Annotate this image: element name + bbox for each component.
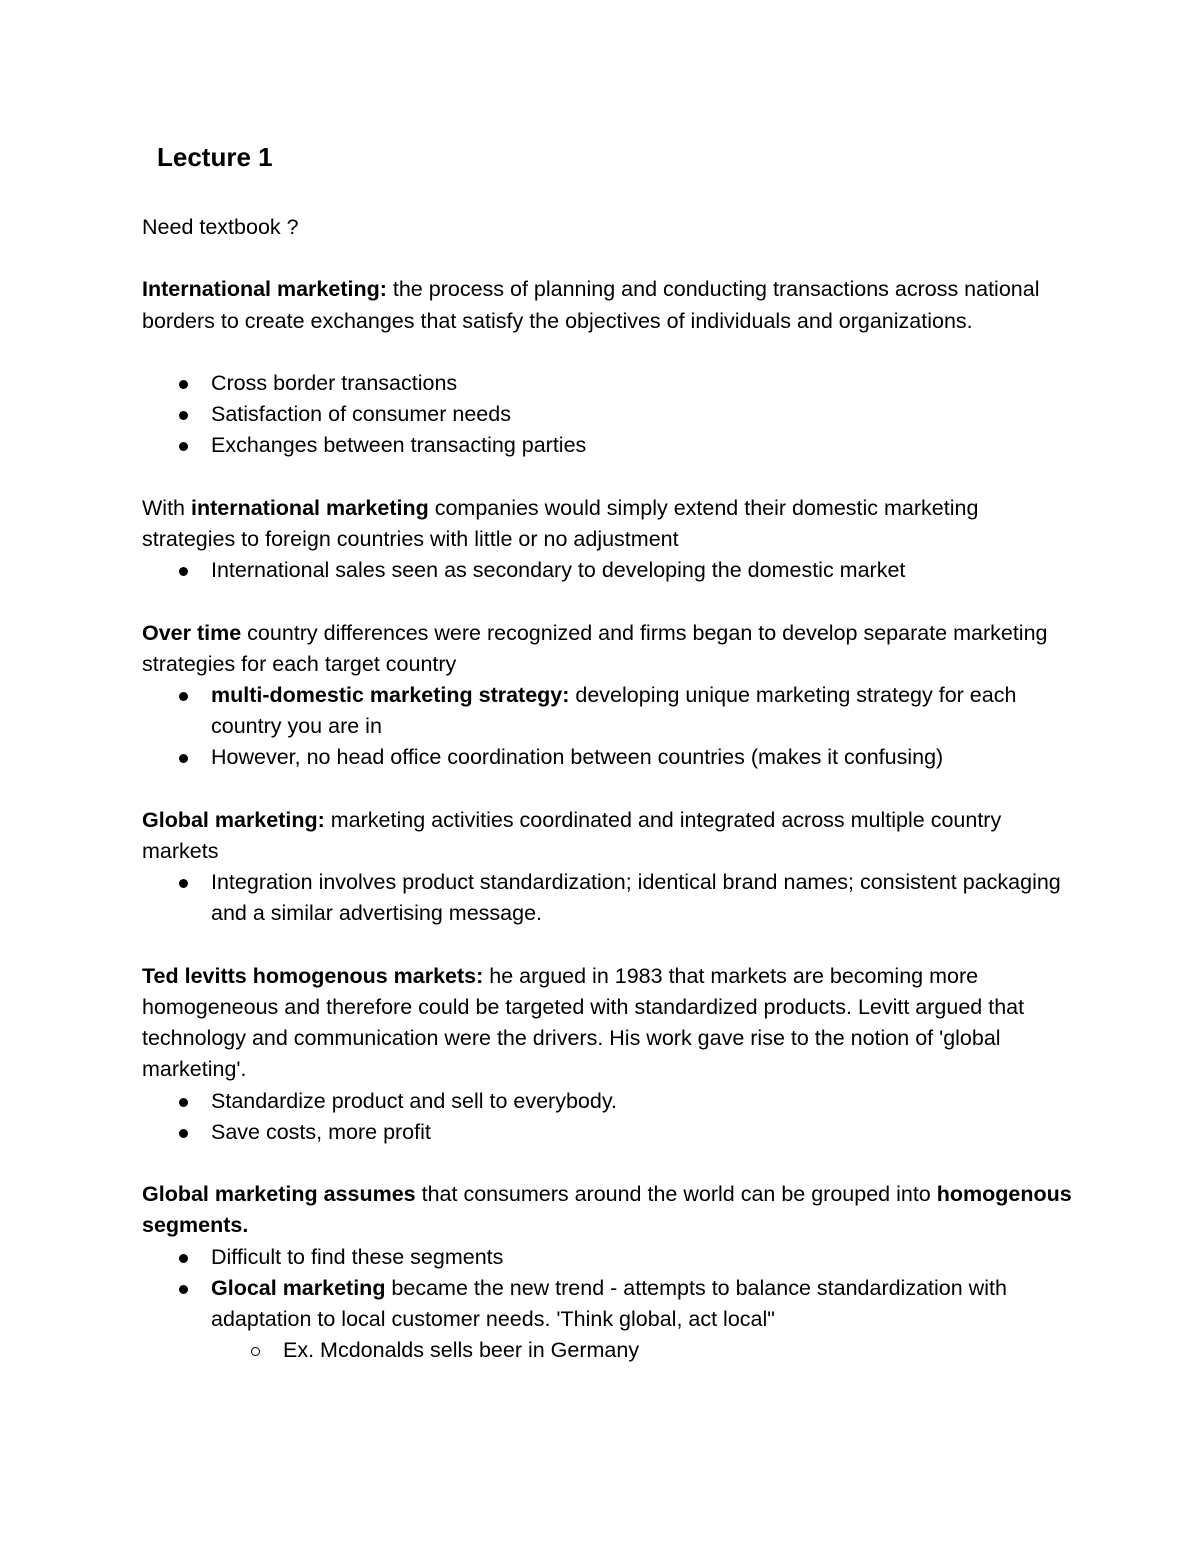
list-item: Integration involves product standardization; identical brand names; consistent packaging and a similar advertising message. bbox=[211, 867, 1072, 929]
paragraph-with-international bbox=[142, 493, 1072, 555]
term-glocal-marketing: Glocal marketing bbox=[211, 1275, 386, 1300]
bullet-list bbox=[142, 555, 1072, 586]
bullet-list bbox=[142, 680, 1072, 774]
paragraph-over-time bbox=[142, 618, 1072, 680]
bullet-list bbox=[142, 1242, 1072, 1367]
list-item: Satisfaction of consumer needs bbox=[211, 399, 1072, 430]
list-item: Exchanges between transacting parties bbox=[211, 430, 1072, 461]
term-homogenous-segments: homogenous segments. bbox=[142, 1182, 1072, 1238]
paragraph-global-marketing bbox=[142, 805, 1072, 867]
list-item: International sales seen as secondary to developing the domestic market bbox=[211, 555, 1072, 586]
paragraph-text: companies would simply extend their domestic marketing strategies to foreign countries with little or no adjustment bbox=[142, 495, 979, 551]
paragraph-prefix: With bbox=[142, 495, 191, 520]
list-item: Standardize product and sell to everybody. bbox=[211, 1086, 1072, 1117]
sub-list-item: Ex. Mcdonalds sells beer in Germany bbox=[283, 1335, 1072, 1366]
list-item bbox=[211, 1273, 1072, 1367]
list-item: Difficult to find these segments bbox=[211, 1242, 1072, 1273]
paragraph-text: country differences were recognized and firms began to develop separate marketing strategies for each target country bbox=[142, 620, 1048, 676]
bullet-list bbox=[142, 368, 1072, 462]
definition-text: marketing activities coordinated and integrated across multiple country markets bbox=[142, 807, 1002, 863]
list-item bbox=[211, 680, 1072, 742]
list-item: Save costs, more profit bbox=[211, 1117, 1072, 1148]
term-multi-domestic: multi-domestic marketing strategy: bbox=[211, 682, 570, 707]
paragraph-global-assumes bbox=[142, 1179, 1072, 1241]
bullet-list bbox=[142, 1086, 1072, 1148]
paragraph-text: that consumers around the world can be grouped into bbox=[415, 1182, 937, 1207]
bullet-list bbox=[142, 867, 1072, 929]
term-levitt: Ted levitts homogenous markets: bbox=[142, 963, 484, 988]
list-item: However, no head office coordination between countries (makes it confusing) bbox=[211, 742, 1072, 773]
term-global-assumes: Global marketing assumes bbox=[142, 1182, 416, 1207]
term-international-marketing-2: international marketing bbox=[190, 495, 429, 520]
sub-bullet-list bbox=[211, 1335, 1072, 1366]
list-item: Cross border transactions bbox=[211, 368, 1072, 399]
term-global-marketing: Global marketing: bbox=[142, 807, 325, 832]
term-over-time: Over time bbox=[142, 620, 242, 645]
term-international-marketing: International marketing: bbox=[142, 277, 387, 302]
definition-text: the process of planning and conducting transactions across national borders to create exchanges that satisfy the objectives of individuals and organizations. bbox=[142, 277, 1040, 333]
list-item-text: became the new trend - attempts to balance standardization with adaptation to local customer needs. 'Think global, act local" bbox=[211, 1275, 1007, 1331]
paragraph-levitt bbox=[142, 961, 1072, 1086]
intro-line: Need textbook ? bbox=[142, 215, 299, 239]
paragraph-text: he argued in 1983 that markets are becoming more homogeneous and therefore could be targeted with standardized products. Levitt argued that technology and communication were the drivers. His work gave rise to the notion of 'global marketing'. bbox=[142, 963, 1025, 1082]
page-title: Lecture 1 bbox=[157, 142, 273, 172]
document-body bbox=[142, 212, 1072, 1366]
paragraph-international-marketing bbox=[142, 274, 1072, 336]
list-item-text: developing unique marketing strategy for each country you are in bbox=[211, 682, 1017, 739]
